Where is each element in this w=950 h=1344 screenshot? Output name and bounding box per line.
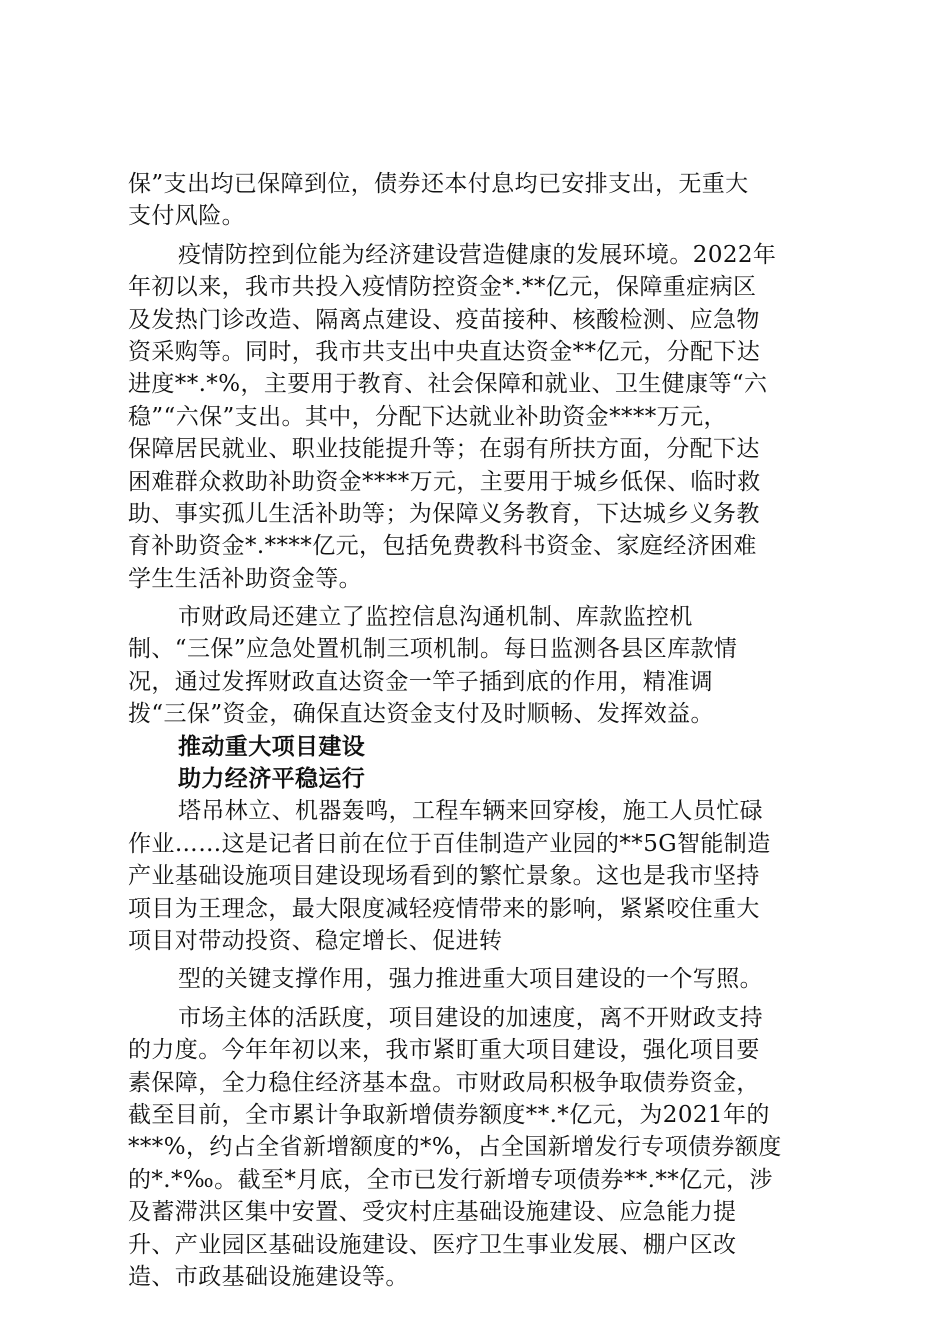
text-line: 项目为王理念，最大限度减轻疫情带来的影响，紧紧咬住重大 <box>128 895 760 922</box>
text-line: 的*.*‰。截至*月底，全市已发行新增专项债券**.**亿元，涉 <box>128 1166 773 1193</box>
text-line: 育补助资金*.****亿元，包括免费教科书资金、家庭经济困难 <box>128 533 757 560</box>
text-line: 作业……这是记者日前在位于百佳制造产业园的**5G智能制造 <box>128 830 771 857</box>
text-line: 资采购等。同时，我市共支出中央直达资金**亿元，分配下达 <box>128 338 761 365</box>
text-line: 市财政局还建立了监控信息沟通机制、库款监控机 <box>178 604 693 631</box>
text-line: 项目对带动投资、稳定增长、促进转 <box>128 927 503 954</box>
text-line: 况，通过发挥财政直达资金一竿子插到底的作用，精准调 <box>128 668 713 695</box>
text-line: 助、事实孤儿生活补助等；为保障义务教育，下达城乡义务教 <box>128 500 760 527</box>
document-body <box>128 168 828 1293</box>
text-line: 困难群众救助补助资金****万元，主要用于城乡低保、临时救 <box>128 468 761 495</box>
paragraph <box>128 239 828 595</box>
text-line: 及蓄滞洪区集中安置、受灾村庄基础设施建设、应急能力提 <box>128 1199 737 1226</box>
text-line: ***%，约占全省新增额度的*%，占全国新增发行专项债券额度 <box>128 1134 782 1161</box>
text-line: 素保障，全力稳住经济基本盘。市财政局积极争取债券资金， <box>128 1069 760 1096</box>
text-line: 型的关键支撑作用，强力推进重大项目建设的一个写照。 <box>178 966 763 993</box>
text-line: 产业基础设施项目建设现场看到的繁忙景象。这也是我市坚持 <box>128 863 760 890</box>
text-line: 造、市政基础设施建设等。 <box>128 1263 409 1290</box>
text-line: 及发热门诊改造、隔离点建设、疫苗接种、核酸检测、应急物 <box>128 306 760 333</box>
paragraph <box>128 1002 828 1294</box>
section-heading <box>128 763 828 795</box>
text-line: 保障居民就业、职业技能提升等；在弱有所扶方面，分配下达 <box>128 436 760 463</box>
text-line: 升、产业园区基础设施建设、医疗卫生事业发展、棚户区改 <box>128 1231 737 1258</box>
heading-line: 助力经济平稳运行 <box>178 765 366 793</box>
text-line: 支付风险。 <box>128 203 245 230</box>
text-line: 的力度。今年年初以来，我市紧盯重大项目建设，强化项目要 <box>128 1037 760 1064</box>
paragraph <box>128 795 828 957</box>
paragraph <box>128 168 828 233</box>
paragraph <box>128 601 828 731</box>
text-line: 疫情防控到位能为经济建设营造健康的发展环境。2022年 <box>178 241 777 268</box>
text-line: 市场主体的活跃度，项目建设的加速度，离不开财政支持 <box>178 1004 763 1031</box>
text-line: 稳”“六保”支出。其中，分配下达就业补助资金****万元， <box>128 403 727 430</box>
paragraph <box>128 963 828 995</box>
heading-line: 推动重大项目建设 <box>178 732 366 760</box>
text-line: 拨“三保”资金，确保直达资金支付及时顺畅、发挥效益。 <box>128 701 714 728</box>
text-line: 塔吊林立、机器轰鸣，工程车辆来回穿梭，施工人员忙碌 <box>178 798 763 825</box>
text-line: 学生生活补助资金等。 <box>128 565 362 592</box>
text-line: 年初以来，我市共投入疫情防控资金*.**亿元，保障重症病区 <box>128 274 757 301</box>
text-line: 保”支出均已保障到位，债券还本付息均已安排支出，无重大 <box>128 171 749 197</box>
text-line: 制、“三保”应急处置机制三项机制。每日监测各县区库款情 <box>128 636 738 663</box>
text-line: 进度**.*%，主要用于教育、社会保障和就业、卫生健康等“六 <box>128 371 768 398</box>
text-line: 截至目前，全市累计争取新增债券额度**.*亿元，为2021年的 <box>128 1101 770 1128</box>
section-heading <box>128 731 828 763</box>
